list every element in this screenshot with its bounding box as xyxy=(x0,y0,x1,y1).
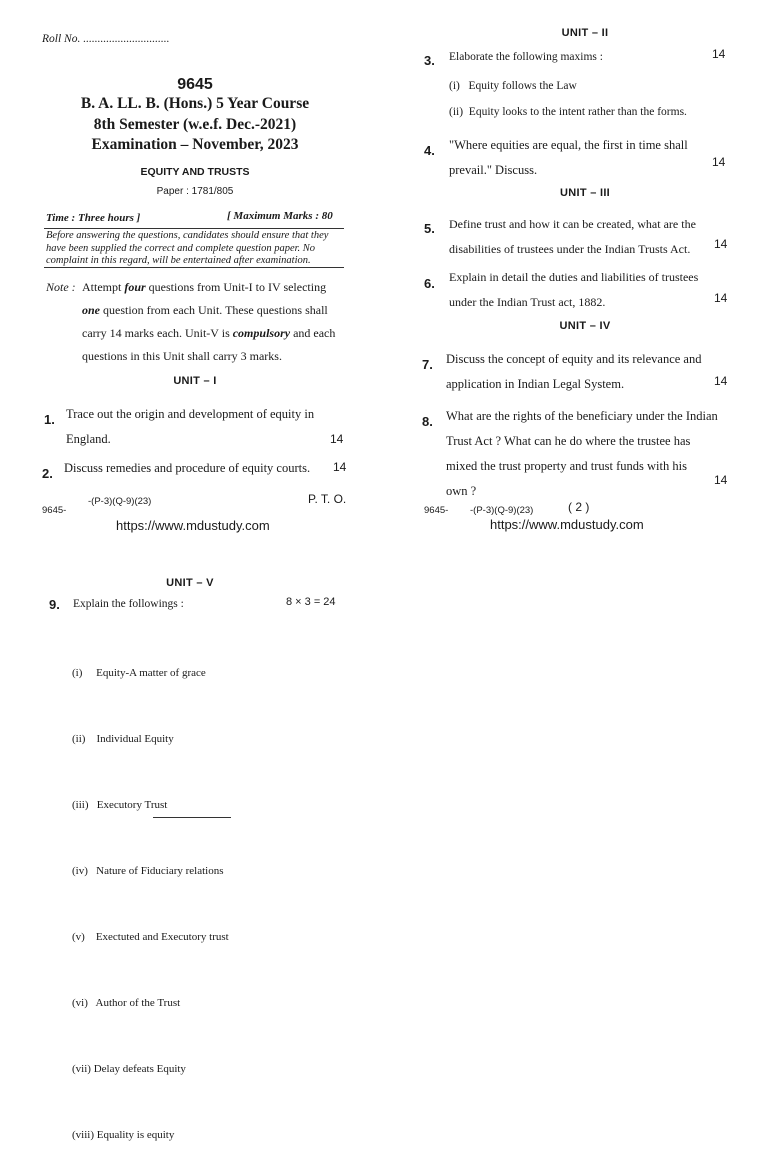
paper-number: Paper : 1781/805 xyxy=(156,186,234,197)
question-text: mixed the trust property and trust funds with his xyxy=(446,459,687,473)
paper-code: 9645 xyxy=(177,76,213,93)
footer-series: -(P-3)(Q-9)(23) xyxy=(470,505,534,516)
sub-question: (vii) Delay defeats Equity xyxy=(72,1063,186,1075)
question-text: application in Indian Legal System. xyxy=(446,377,625,391)
exam-line: Examination – November, 2023 xyxy=(91,136,299,153)
question-number: 7. xyxy=(422,357,433,372)
warning-text: Before answering the questions, candidates should ensure that they have been supplied the correct and complete question paper. No complaint in this regard, will be entertained after examination. xyxy=(46,230,329,266)
question-marks: 14 xyxy=(714,237,728,251)
maxim-i: (i) Equity follows the Law xyxy=(449,80,577,92)
question-marks: 14 xyxy=(714,291,728,305)
question-7 xyxy=(446,347,730,397)
question-text: Explain in detail the duties and liabilities of trustees xyxy=(449,270,699,284)
note-label: Note : xyxy=(46,280,76,294)
max-marks-label: [ Maximum Marks : 80 xyxy=(227,210,333,222)
note-text: carry 14 marks each. Unit-V is xyxy=(82,326,233,340)
question-5 xyxy=(449,212,731,262)
unit-3-heading: UNIT – III xyxy=(559,187,611,199)
sub-question: (i) Equity-A matter of grace xyxy=(72,667,206,679)
unit-2-heading: UNIT – II xyxy=(561,27,609,39)
unit-4-heading: UNIT – IV xyxy=(559,320,611,332)
note-emphasis-compulsory: compulsory xyxy=(232,326,291,340)
instructions-note xyxy=(46,276,346,368)
pto-label: P. T. O. xyxy=(308,492,347,506)
question-marks: 14 xyxy=(330,432,344,446)
unit-5-heading: UNIT – V xyxy=(166,577,214,589)
note-text: and each xyxy=(290,326,336,340)
sub-question: (vi) Author of the Trust xyxy=(72,997,181,1009)
footer-series: -(P-3)(Q-9)(23) xyxy=(88,496,152,507)
note-emphasis-one: one xyxy=(82,303,100,317)
end-rule xyxy=(153,817,231,818)
question-marks: 14 xyxy=(714,374,728,388)
roll-no-field: Roll No. .............................. xyxy=(42,33,170,45)
question-8 xyxy=(446,404,730,504)
question-number: 2. xyxy=(42,466,53,481)
course-title: B. A. LL. B. (Hons.) 5 Year Course xyxy=(80,95,310,112)
question-3: Elaborate the following maxims : xyxy=(449,51,603,63)
question-text: own ? xyxy=(446,484,477,498)
note-text: questions from Unit-I to IV selecting xyxy=(145,280,327,294)
question-marks: 8 × 3 = 24 xyxy=(286,596,336,608)
question-6 xyxy=(449,265,731,315)
question-text: under the Indian Trust act, 1882. xyxy=(449,295,606,309)
question-marks: 14 xyxy=(712,155,726,169)
question-text: "Where equities are equal, the first in time shall xyxy=(449,138,688,152)
question-number: 4. xyxy=(424,143,435,158)
question-9: Explain the followings : xyxy=(73,598,184,610)
question-number: 8. xyxy=(422,414,433,429)
question-text: What are the rights of the beneficiary under the Indian xyxy=(446,409,718,423)
question-4 xyxy=(449,133,731,183)
source-url: https://www.mdustudy.com xyxy=(116,518,270,533)
question-marks: 14 xyxy=(333,460,347,474)
note-text: question from each Unit. These questions shall xyxy=(100,303,328,317)
question-number: 5. xyxy=(424,221,435,236)
page-number: ( 2 ) xyxy=(568,500,590,514)
subject-title: EQUITY AND TRUSTS xyxy=(140,166,250,178)
sub-question: (iii) Executory Trust xyxy=(72,799,168,811)
question-text: England. xyxy=(66,432,111,446)
source-url: https://www.mdustudy.com xyxy=(490,517,644,532)
question-2: Discuss remedies and procedure of equity courts. xyxy=(64,461,311,475)
time-label: Time : Three hours ] xyxy=(46,212,141,224)
question-text: Discuss the concept of equity and its relevance and xyxy=(446,352,702,366)
question-text: Trace out the origin and development of equity in xyxy=(66,407,315,421)
note-text: questions in this Unit shall carry 3 marks. xyxy=(82,349,282,363)
question-number: 3. xyxy=(424,53,435,68)
note-text: Attempt xyxy=(82,280,125,294)
sub-question: (iv) Nature of Fiduciary relations xyxy=(72,865,224,877)
footer-code: 9645- xyxy=(42,505,67,516)
question-marks: 14 xyxy=(714,473,728,487)
sub-question: (ii) Individual Equity xyxy=(72,733,174,745)
semester-line: 8th Semester (w.e.f. Dec.-2021) xyxy=(93,116,297,133)
note-emphasis-four: four xyxy=(124,280,146,294)
sub-question: (viii) Equality is equity xyxy=(72,1129,175,1141)
question-number: 6. xyxy=(424,276,435,291)
sub-question-list xyxy=(72,618,229,1168)
footer-code: 9645- xyxy=(424,505,449,516)
question-number: 9. xyxy=(49,597,60,612)
sub-question: (v) Exectuted and Executory trust xyxy=(72,931,229,943)
question-text: prevail." Discuss. xyxy=(449,163,538,177)
question-marks: 14 xyxy=(712,47,726,61)
question-text: Define trust and how it can be created, what are the xyxy=(449,217,696,231)
question-text: disabilities of trustees under the Indian Trusts Act. xyxy=(449,242,691,256)
question-1 xyxy=(66,402,351,452)
unit-1-heading: UNIT – I xyxy=(173,375,217,387)
question-text: Trust Act ? What can he do where the trustee has xyxy=(446,434,691,448)
maxim-ii: (ii) Equity looks to the intent rather than the forms. xyxy=(449,106,687,118)
question-number: 1. xyxy=(44,412,55,427)
